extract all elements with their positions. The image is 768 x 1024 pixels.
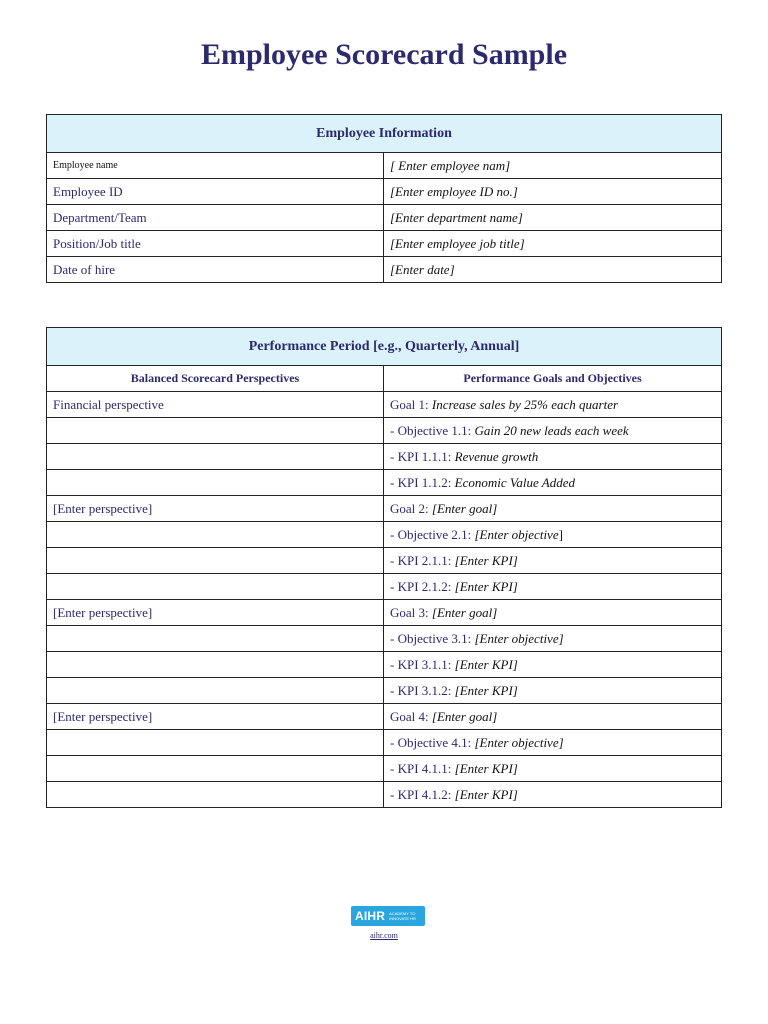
goal-prefix: - KPI 2.1.2:: [390, 578, 455, 594]
goal-text: Increase sales by 25% each quarter: [431, 396, 619, 412]
table-row: [47, 626, 722, 652]
perspectives-column-header: Balanced Scorecard Perspectives: [47, 366, 384, 392]
goal-text: [Enter goal]: [431, 500, 498, 516]
goal-cell[interactable]: [384, 444, 722, 470]
goal-cell[interactable]: [384, 600, 722, 626]
employee-id-field[interactable]: [Enter employee ID no.]: [384, 179, 722, 205]
goal-text: Gain 20 new leads each week: [474, 422, 629, 438]
perspective-cell[interactable]: [Enter perspective]: [47, 496, 384, 522]
table-row: [47, 600, 722, 626]
table-row: [47, 652, 722, 678]
performance-table: [46, 327, 722, 808]
table-row: [47, 418, 722, 444]
goal-text: [Enter KPI]: [454, 760, 518, 776]
goal-prefix: - KPI 1.1.1:: [390, 448, 455, 464]
employee-info-table: [46, 114, 722, 283]
perspective-cell[interactable]: [47, 444, 384, 470]
goal-cell[interactable]: [384, 782, 722, 808]
goal-prefix: Goal 4:: [390, 708, 432, 724]
goal-text: [Enter goal]: [431, 604, 498, 620]
goal-prefix: - KPI 4.1.2:: [390, 786, 455, 802]
perspective-cell[interactable]: [47, 522, 384, 548]
perspective-cell[interactable]: [47, 470, 384, 496]
goal-cell[interactable]: [384, 522, 722, 548]
table-row: [47, 522, 722, 548]
goal-text: [Enter KPI]: [454, 682, 518, 698]
table-row: [47, 153, 722, 179]
goal-prefix: - KPI 2.1.1:: [390, 552, 455, 568]
goal-cell[interactable]: [384, 496, 722, 522]
goal-cell[interactable]: [384, 652, 722, 678]
goal-prefix: Goal 1:: [390, 396, 432, 412]
employee-info-header: Employee Information: [47, 115, 722, 153]
table-row: [47, 574, 722, 600]
perspective-cell[interactable]: [47, 418, 384, 444]
goal-prefix: Goal 3:: [390, 604, 432, 620]
perspective-cell[interactable]: [47, 756, 384, 782]
perspective-cell[interactable]: [Enter perspective]: [47, 704, 384, 730]
table-row: [47, 678, 722, 704]
employee-name-field[interactable]: [ Enter employee nam]: [384, 153, 722, 179]
table-row: [47, 257, 722, 283]
goal-cell[interactable]: [384, 548, 722, 574]
goal-cell[interactable]: [384, 756, 722, 782]
goal-cell[interactable]: [384, 626, 722, 652]
perspective-cell[interactable]: [47, 652, 384, 678]
goal-prefix: - KPI 1.1.2:: [390, 474, 455, 490]
perspective-cell[interactable]: [47, 678, 384, 704]
footer-link[interactable]: aihr.com: [370, 931, 398, 940]
employee-id-label: Employee ID: [47, 179, 384, 205]
perspective-cell[interactable]: [47, 548, 384, 574]
goal-prefix: - KPI 3.1.2:: [390, 682, 455, 698]
goal-prefix: - Objective 2.1:: [390, 526, 475, 542]
table-row: [47, 205, 722, 231]
goal-suffix: ]: [558, 526, 563, 542]
aihr-logo: [351, 906, 425, 926]
perspective-cell[interactable]: [47, 730, 384, 756]
table-row: [47, 730, 722, 756]
table-row: [47, 756, 722, 782]
goal-cell[interactable]: [384, 678, 722, 704]
goal-text: [Enter KPI]: [454, 656, 518, 672]
goal-text: [Enter objective]: [474, 734, 564, 750]
goal-prefix: - Objective 1.1:: [390, 422, 475, 438]
employee-name-label: Employee name: [47, 153, 384, 179]
table-row: [47, 444, 722, 470]
goal-text: [Enter KPI]: [454, 552, 518, 568]
date-of-hire-field[interactable]: [Enter date]: [384, 257, 722, 283]
logo-wordmark: AIHR: [355, 909, 386, 923]
goal-cell[interactable]: [384, 730, 722, 756]
department-label: Department/Team: [47, 205, 384, 231]
perspective-cell[interactable]: [47, 626, 384, 652]
goal-text: [Enter KPI]: [454, 786, 518, 802]
table-row: [47, 392, 722, 418]
goals-column-header: Performance Goals and Objectives: [384, 366, 722, 392]
position-field[interactable]: [Enter employee job title]: [384, 231, 722, 257]
table-row: [47, 470, 722, 496]
goal-text: Economic Value Added: [454, 474, 575, 490]
table-row: [47, 179, 722, 205]
goal-cell[interactable]: [384, 392, 722, 418]
page-title: Employee Scorecard Sample: [200, 38, 568, 71]
table-row: [47, 231, 722, 257]
perspective-cell[interactable]: [47, 574, 384, 600]
goal-cell[interactable]: [384, 470, 722, 496]
date-of-hire-label: Date of hire: [47, 257, 384, 283]
performance-period-header: Performance Period [e.g., Quarterly, Annual]: [47, 328, 722, 366]
goal-cell[interactable]: [384, 418, 722, 444]
perspective-cell[interactable]: [47, 782, 384, 808]
goal-prefix: Goal 2:: [390, 500, 432, 516]
department-field[interactable]: [Enter department name]: [384, 205, 722, 231]
goal-cell[interactable]: [384, 574, 722, 600]
logo-tagline: ACADEMY TO INNOVATE HR: [389, 911, 416, 921]
perspective-cell[interactable]: Financial perspective: [47, 392, 384, 418]
goal-text: [Enter objective: [474, 526, 559, 542]
table-row: [47, 548, 722, 574]
table-row: [47, 782, 722, 808]
goal-prefix: - KPI 4.1.1:: [390, 760, 455, 776]
position-label: Position/Job title: [47, 231, 384, 257]
goal-text: Revenue growth: [454, 448, 539, 464]
goal-cell[interactable]: [384, 704, 722, 730]
perspective-cell[interactable]: [Enter perspective]: [47, 600, 384, 626]
goal-text: [Enter objective]: [474, 630, 564, 646]
goal-text: [Enter KPI]: [454, 578, 518, 594]
table-row: [47, 704, 722, 730]
goal-prefix: - Objective 3.1:: [390, 630, 475, 646]
table-row: [47, 496, 722, 522]
goal-text: [Enter goal]: [431, 708, 498, 724]
goal-prefix: - Objective 4.1:: [390, 734, 475, 750]
goal-prefix: - KPI 3.1.1:: [390, 656, 455, 672]
